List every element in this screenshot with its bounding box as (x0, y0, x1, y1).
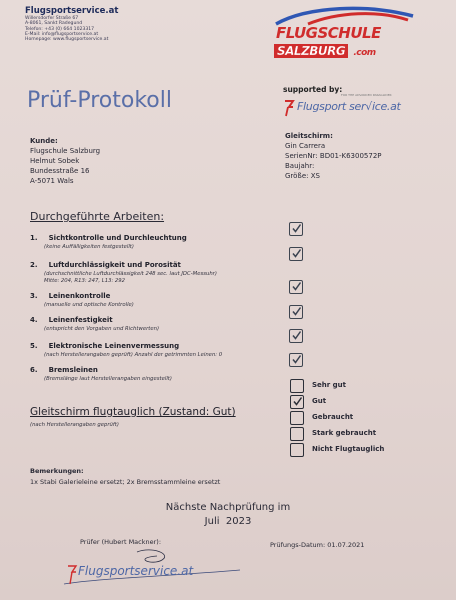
work-item-desc: (entspricht den Vorgaben und Richtwerten) (44, 326, 160, 332)
work-item-1-checkbox[interactable] (289, 222, 303, 236)
work-item-num: 4. (30, 316, 38, 324)
work-item-desc: (keine Auffälligkeiten festgestellt) (44, 244, 134, 250)
inspector-label: Prüfer (Hubert Mackner): (80, 538, 162, 546)
flugsportservice-logo (283, 93, 413, 121)
customer-line: Flugschule Salzburg (30, 147, 101, 155)
condition-heavily-used-label: Stark gebraucht (312, 429, 377, 437)
swoosh-icon (268, 4, 418, 26)
page-title: Prüf-Protokoll (27, 88, 172, 113)
checkmark-icon (291, 248, 302, 259)
work-heading: Durchgeführte Arbeiten: (30, 210, 165, 223)
logo-line-1: FLUGSCHULE (276, 24, 381, 42)
work-item-5 (30, 333, 290, 359)
supported-label: supported by: (283, 85, 343, 94)
work-item-num: 3. (30, 292, 38, 300)
supported-logo-tagline: FOR THE ADVANCED PARAGLIDER (341, 93, 392, 97)
customer-line: Bundesstraße 16 (30, 167, 90, 175)
remarks-label: Bemerkungen: (30, 467, 84, 475)
supported-logo-text: Flugsport ser√ice.at (297, 100, 401, 113)
work-item-desc: (Bremslänge laut Herstellerangaben eingestellt) (44, 376, 172, 382)
work-item-desc: (durchschnittliche Luftdurchlässigkeit 248 sec. laut JDC-Messuhr) (44, 271, 217, 277)
flugschule-salzburg-logo (268, 4, 418, 56)
verdict-note: (nach Herstellerangaben geprüft) (30, 422, 119, 428)
condition-not-airworthy-checkbox[interactable] (290, 443, 304, 457)
work-item-3 (30, 283, 280, 309)
work-item-desc: (manuelle und optische Kontrolle) (44, 302, 134, 308)
work-item-2 (30, 252, 290, 285)
work-item-4 (30, 307, 280, 333)
condition-used-checkbox[interactable] (290, 411, 304, 425)
stamp-text: Flugsportservice.at (78, 564, 194, 578)
checkmark-icon (291, 306, 302, 317)
condition-used-label: Gebraucht (312, 413, 354, 421)
work-item-5-checkbox[interactable] (289, 329, 303, 343)
work-item-6 (30, 357, 280, 383)
address-line: Telefon: +43 (0) 664 1023317 (25, 26, 95, 32)
checkmark-icon (291, 281, 302, 292)
remarks-text: 1x Stabi Galerieleine ersetzt; 2x Bremsstammleine ersetzt (30, 478, 221, 486)
work-item-desc: (nach Herstellerangaben geprüft) Anzahl der getrimmten Leinen: 0 (44, 352, 223, 358)
company-name: Flugsportservice.at (25, 6, 119, 16)
condition-good-label: Gut (312, 397, 327, 405)
work-item-title: Leinenfestigkeit (48, 316, 113, 324)
logo-line-2: SALZBURG (274, 44, 348, 58)
homepage-line (25, 37, 108, 42)
checkmark-icon (292, 396, 303, 407)
work-item-title: Leinenkontrolle (48, 292, 111, 300)
next-check-line-2: Juli 2023 (204, 516, 252, 527)
work-item-num: 5. (30, 342, 38, 350)
glider-block (285, 131, 382, 181)
work-item-title: Luftdurchlässigkeit und Porosität (48, 261, 181, 269)
work-item-2-checkbox[interactable] (289, 247, 303, 261)
work-item-3-checkbox[interactable] (289, 280, 303, 294)
checkmark-icon (291, 223, 302, 234)
signature-stamp (62, 548, 242, 590)
email-text[interactable]: E-Mail: info@flugsportservice.at (25, 31, 99, 37)
inspection-date: Prüfungs-Datum: 01.07.2021 (270, 541, 365, 549)
glider-line: SerienNr: BD01-K6300572P (285, 152, 382, 160)
glider-line: Größe: XS (285, 172, 320, 180)
condition-not-airworthy-label: Nicht Flugtauglich (312, 445, 385, 453)
work-item-4-checkbox[interactable] (289, 305, 303, 319)
checkmark-icon (291, 354, 302, 365)
glider-line: Baujahr: (285, 162, 315, 170)
condition-good-checkbox[interactable] (290, 395, 304, 409)
work-item-num: 6. (30, 366, 38, 374)
work-item-num: 2. (30, 261, 38, 269)
customer-block (30, 136, 100, 186)
work-item-1 (30, 225, 280, 251)
work-item-title: Bremsleinen (48, 366, 98, 374)
customer-label: Kunde: (30, 137, 58, 145)
next-check-line-1: Nächste Nachprüfung im (165, 502, 291, 513)
checkmark-icon (291, 330, 302, 341)
work-item-6-checkbox[interactable] (289, 353, 303, 367)
glider-label: Gleitschirm: (285, 132, 333, 140)
work-item-num: 1. (30, 234, 38, 242)
homepage-text[interactable]: Homepage: www.flugsportservice.at (25, 37, 109, 43)
work-item-title: Sichtkontrolle und Durchleuchtung (48, 234, 187, 242)
address-line: A-8061, Sankt Radegund (25, 21, 83, 27)
flag-icon (283, 99, 295, 117)
condition-very-good-label: Sehr gut (312, 381, 347, 389)
address-line: Willersdorfer Straße 67 (25, 16, 79, 21)
condition-very-good-checkbox[interactable] (290, 379, 304, 393)
customer-line: Helmut Sobek (30, 157, 80, 165)
logo-suffix: .com (353, 48, 376, 58)
glider-line: Gin Carrera (285, 142, 326, 150)
customer-line: A-5071 Wals (30, 177, 74, 185)
logo-line-2-wrap (274, 40, 376, 59)
verdict-text: Gleitschirm flugtauglich (Zustand: Gut) (30, 406, 236, 418)
work-item-desc-2: Mitte: 204, R13: 247, L13: 292 (44, 278, 126, 284)
condition-heavily-used-checkbox[interactable] (290, 427, 304, 441)
work-item-title: Elektronische Leinenvermessung (48, 342, 180, 350)
company-address (25, 16, 108, 42)
